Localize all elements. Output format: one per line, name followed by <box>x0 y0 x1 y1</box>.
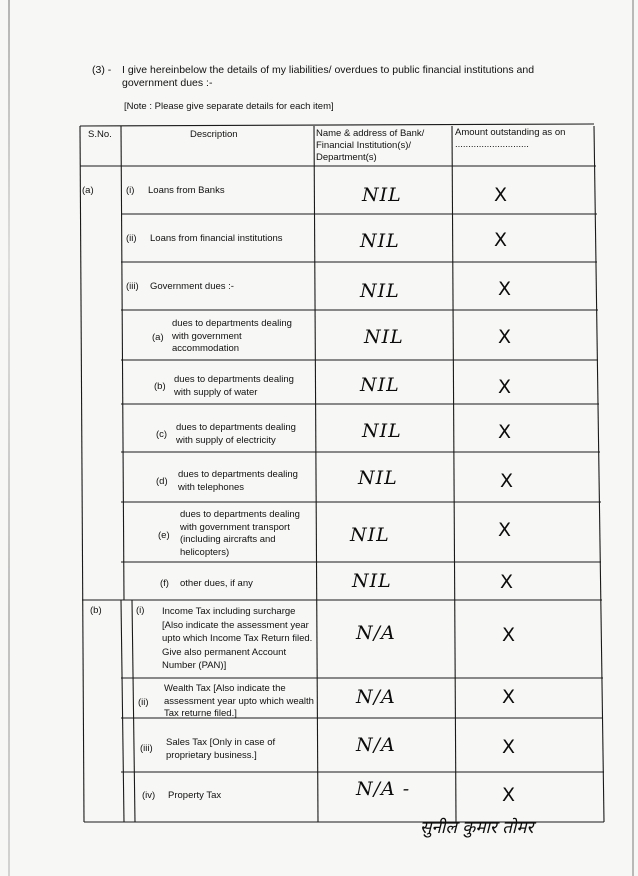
row-name-value: NIL <box>358 467 398 489</box>
row-amount-value: X <box>498 278 512 300</box>
row-description: dues to departments dealing with telephones <box>178 469 298 493</box>
row-name-value: NIL <box>360 230 400 252</box>
row-name-value: NIL <box>360 280 400 302</box>
row-sno: (a) <box>82 185 94 196</box>
row-sub-number: (iv) <box>142 790 156 801</box>
row-description: dues to departments dealing with supply of electricity <box>176 422 296 446</box>
row-amount-value: X <box>502 736 516 758</box>
row-description: Loans from Banks <box>148 185 225 196</box>
row-description: Wealth Tax [Also indicate the assessment year upto which wealth Tax returne filed.] <box>164 683 314 719</box>
row-sub-number: (iii) <box>126 281 139 292</box>
row-name-value: N/A <box>356 622 396 644</box>
row-amount-value: X <box>498 421 512 443</box>
row-sub-number: (i) <box>136 605 145 616</box>
row-name-value: NIL <box>362 420 402 442</box>
row-name-value: NIL <box>350 524 390 546</box>
row-amount-value: X <box>502 686 516 708</box>
intro-number: (3) - <box>92 64 112 76</box>
row-amount-value: X <box>502 784 516 806</box>
row-amount-value: X <box>502 624 516 646</box>
intro-note: [Note : Please give separate details for each item] <box>124 101 334 112</box>
header-name-address: Name & address of Bank/ Financial Institution(s)/ Department(s) <box>316 128 425 163</box>
handwritten-signature: सुनील कुमार तोमर <box>420 818 534 838</box>
row-sub-number: (ii) <box>126 233 137 244</box>
row-name-value: NIL <box>352 570 392 592</box>
row-description: dues to departments dealing with government transport (including aircrafts and helicopters) <box>180 509 300 558</box>
row-sub-number: (b) <box>154 381 166 392</box>
row-sub-number: (iii) <box>140 743 153 754</box>
row-amount-value: X <box>500 470 514 492</box>
row-sub-number: (f) <box>160 578 169 589</box>
header-amount: Amount outstanding as on ............................ <box>455 127 566 150</box>
row-amount-value: X <box>494 184 508 206</box>
row-name-value: NIL <box>362 184 402 206</box>
row-name-value: N/A - <box>356 778 411 800</box>
row-sub-number: (d) <box>156 476 168 487</box>
row-amount-value: X <box>494 229 508 251</box>
row-description: Sales Tax [Only in case of proprietary business.] <box>166 737 276 761</box>
row-description: other dues, if any <box>180 578 253 589</box>
row-sub-number: (e) <box>158 530 170 541</box>
row-sub-number: (a) <box>152 332 164 343</box>
row-sub-number: (ii) <box>138 697 149 708</box>
row-amount-value: X <box>498 326 512 348</box>
row-amount-value: X <box>500 571 514 593</box>
row-name-value: N/A <box>356 734 396 756</box>
header-description: Description <box>190 129 238 140</box>
row-sno: (b) <box>90 605 102 616</box>
row-description: dues to departments dealing with government accommodation <box>172 318 292 354</box>
header-sno: S.No. <box>88 129 112 140</box>
row-description: dues to departments dealing with supply of water <box>174 374 294 398</box>
row-name-value: NIL <box>360 374 400 396</box>
row-amount-value: X <box>498 376 512 398</box>
row-sub-number: (c) <box>156 429 168 440</box>
row-description: Income Tax including surcharge [Also indicate the assessment year upto which Income Tax Return filed. Give also permanent Account Number (PAN)] <box>162 606 313 671</box>
row-sub-number: (i) <box>126 185 135 196</box>
row-amount-value: X <box>498 519 512 541</box>
row-name-value: N/A <box>356 686 396 708</box>
row-description: Loans from financial institutions <box>150 233 283 244</box>
intro-text: I give hereinbelow the details of my liabilities/ overdues to public financial institutions and government dues :- <box>122 64 535 89</box>
row-description: Government dues :- <box>150 281 234 292</box>
row-name-value: NIL <box>364 326 404 348</box>
row-description: Property Tax <box>168 790 222 801</box>
